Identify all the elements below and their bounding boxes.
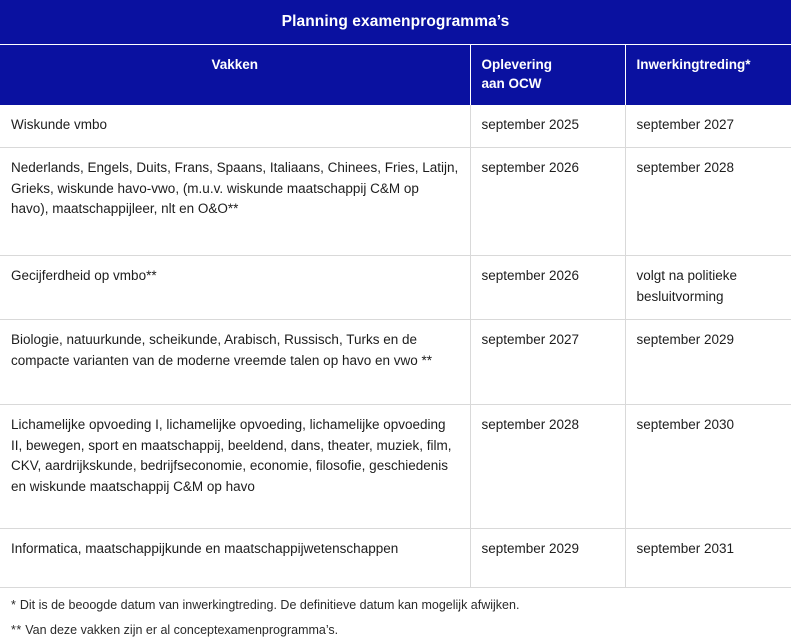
footnote-text: Van deze vakken zijn er al conceptexamenprogramma’s. xyxy=(25,623,339,638)
cell-inwerkingtreding: volgt na politieke besluitvorming xyxy=(625,255,791,319)
cell-oplevering: september 2029 xyxy=(470,528,625,587)
table-header xyxy=(0,45,791,106)
cell-oplevering: september 2028 xyxy=(470,404,625,528)
column-header-oplevering xyxy=(470,45,625,106)
table-row xyxy=(0,528,791,587)
footnote-single-asterisk xyxy=(11,598,780,614)
column-header-inwerkingtreding-label: Inwerkingtreding* xyxy=(636,57,751,72)
column-header-vakken-label: Vakken xyxy=(211,57,259,72)
footnote-double-asterisk xyxy=(11,623,780,639)
planning-table xyxy=(0,44,791,588)
table-body xyxy=(0,105,791,587)
cell-oplevering: september 2027 xyxy=(470,319,625,404)
column-header-oplevering-label-line1: Oplevering xyxy=(481,57,553,72)
cell-inwerkingtreding: september 2031 xyxy=(625,528,791,587)
column-header-inwerkingtreding xyxy=(625,45,791,106)
cell-vakken: Biologie, natuurkunde, scheikunde, Arabisch, Russisch, Turks en de compacte varianten van de moderne vreemde talen op havo en vwo ** xyxy=(0,319,470,404)
table-header-row xyxy=(0,45,791,106)
footnote-marker: * xyxy=(11,597,17,612)
table-row xyxy=(0,147,791,255)
table-row xyxy=(0,105,791,147)
cell-oplevering: september 2025 xyxy=(470,105,625,147)
footnote-text: Dit is de beoogde datum van inwerkingtreding. De definitieve datum kan mogelijk afwijken. xyxy=(19,597,520,612)
cell-oplevering: september 2026 xyxy=(470,147,625,255)
cell-vakken: Gecijferdheid op vmbo** xyxy=(0,255,470,319)
cell-inwerkingtreding: september 2027 xyxy=(625,105,791,147)
cell-vakken: Nederlands, Engels, Duits, Frans, Spaans, Italiaans, Chinees, Fries, Latijn, Grieks, wiskunde havo-vwo, (m.u.v. wiskunde maatschappij C&M op havo), maatschappijleer, nlt en O&O** xyxy=(0,147,470,255)
column-header-vakken xyxy=(0,45,470,106)
column-header-oplevering-label-line2: aan OCW xyxy=(481,76,542,92)
document-title-bar xyxy=(0,0,791,44)
cell-inwerkingtreding: september 2028 xyxy=(625,147,791,255)
cell-inwerkingtreding: september 2029 xyxy=(625,319,791,404)
cell-vakken: Informatica, maatschappijkunde en maatschappijwetenschappen xyxy=(0,528,470,587)
footnote-marker: ** xyxy=(11,623,22,638)
table-row xyxy=(0,255,791,319)
cell-inwerkingtreding: september 2030 xyxy=(625,404,791,528)
table-row xyxy=(0,319,791,404)
table-row xyxy=(0,404,791,528)
cell-vakken: Lichamelijke opvoeding I, lichamelijke opvoeding, lichamelijke opvoeding II, bewegen, sport en maatschappij, beeldend, dans, theater, muziek, film, CKV, aardrijkskunde, bedrijfseconomie, economie, filosofie, geschiedenis en wiskunde maatschappij C&M op havo xyxy=(0,404,470,528)
cell-oplevering: september 2026 xyxy=(470,255,625,319)
footnotes xyxy=(0,588,791,639)
page-title: Planning examenprogramma’s xyxy=(281,13,510,31)
cell-vakken: Wiskunde vmbo xyxy=(11,117,108,133)
